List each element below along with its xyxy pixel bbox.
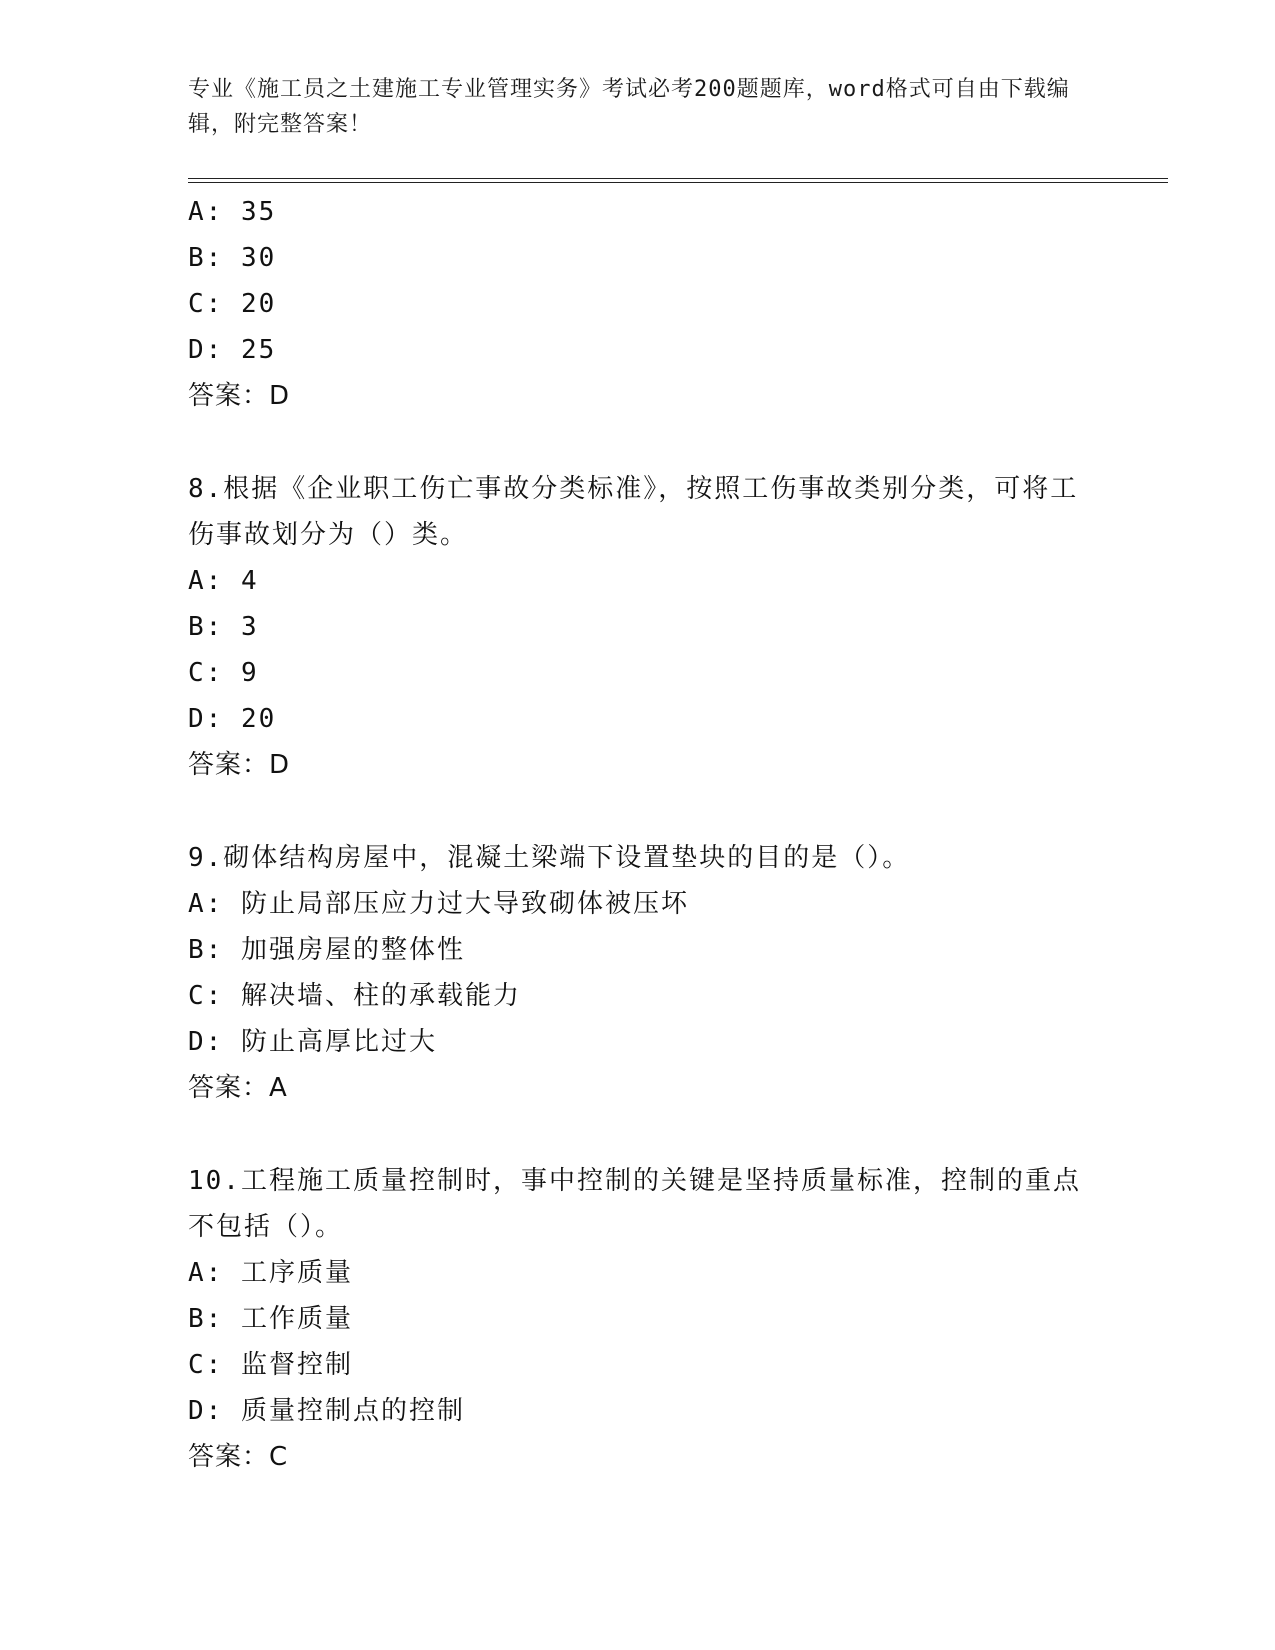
option-d: D: 质量控制点的控制 <box>188 1396 465 1426</box>
answer-line: 答案：A <box>188 1073 288 1103</box>
question-stem: 10.工程施工质量控制时，事中控制的关键是坚持质量标准，控制的重点不包括（）。 <box>188 1166 1081 1242</box>
option-d: D: 防止高厚比过大 <box>188 1027 437 1057</box>
question-stem: 8.根据《企业职工伤亡事故分类标准》，按照工伤事故类别分类，可将工伤事故划分为（）类。 <box>188 474 1079 550</box>
option-a: A: 防止局部压应力过大导致砌体被压坏 <box>188 889 689 919</box>
option-c: C: 解决墙、柱的承载能力 <box>188 981 521 1011</box>
option-d: D: 25 <box>188 335 277 365</box>
question-list <box>188 189 1168 1480</box>
option-c: C: 20 <box>188 289 277 319</box>
option-d: D: 20 <box>188 704 277 734</box>
document-header: 专业《施工员之土建施工专业管理实务》考试必考200题题库，word格式可自由下载编辑，附完整答案！ <box>188 77 1070 137</box>
option-b: B: 3 <box>188 612 259 642</box>
option-c: C: 9 <box>188 658 259 688</box>
header-divider <box>188 178 1168 183</box>
option-b: B: 30 <box>188 243 277 273</box>
answer-line: 答案：D <box>188 381 291 411</box>
question-block-10 <box>188 1158 1168 1480</box>
option-a: A: 工序质量 <box>188 1258 353 1288</box>
question-block-partial <box>188 189 1168 419</box>
option-a: A: 35 <box>188 197 277 227</box>
option-c: C: 监督控制 <box>188 1350 353 1380</box>
question-block-8 <box>188 466 1168 788</box>
option-b: B: 加强房屋的整体性 <box>188 935 465 965</box>
answer-line: 答案：C <box>188 1442 289 1472</box>
option-b: B: 工作质量 <box>188 1304 353 1334</box>
question-stem: 9.砌体结构房屋中，混凝土梁端下设置垫块的目的是（）。 <box>188 843 911 873</box>
question-block-9 <box>188 835 1168 1111</box>
option-a: A: 4 <box>188 566 259 596</box>
answer-line: 答案：D <box>188 750 291 780</box>
